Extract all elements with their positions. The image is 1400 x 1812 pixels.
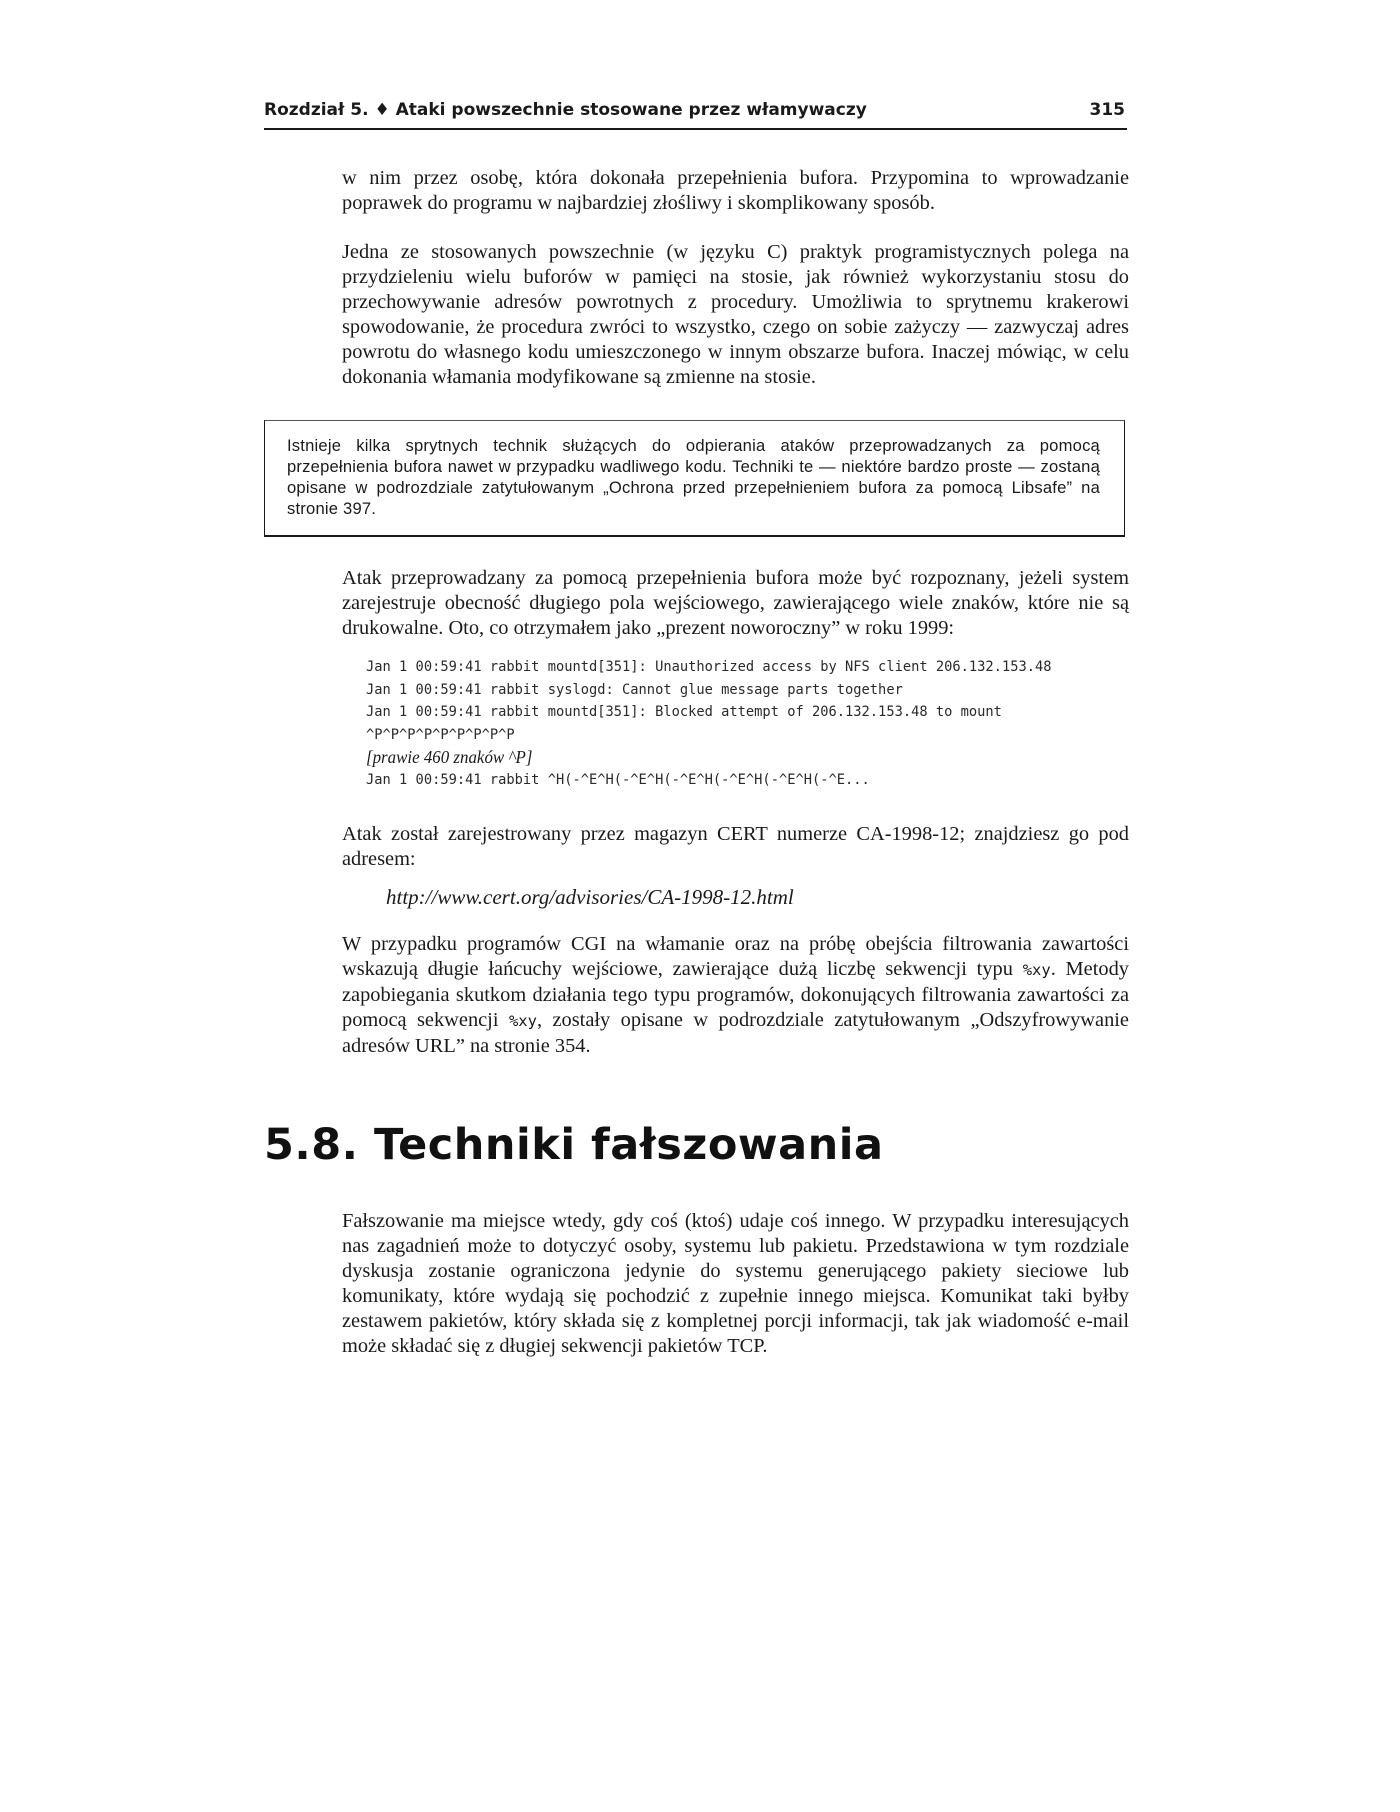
log-comment: [prawie 460 znaków ^P] <box>366 747 533 767</box>
paragraph-cert: Atak został zarejestrowany przez magazyn CERT numerze CA-1998-12; znajdziesz go pod adresem: <box>342 823 1129 870</box>
log-line: Jan 1 00:59:41 rabbit mountd[351]: Unauthorized access by NFS client 206.132.153.48 <box>366 658 1052 675</box>
paragraph-buffer-patch: w nim przez osobę, która dokonała przepełnienia bufora. Przypomina to wprowadzanie poprawek do programu w najbardziej złośliwy i skomplikowany sposób. <box>342 167 1129 214</box>
inline-code: %xy <box>508 1012 537 1030</box>
paragraph-stack-practice: Jedna ze stosowanych powszechnie (w języku C) praktyk programistycznych polega na przydzieleniu wielu buforów w pamięci na stosie, jak również wykorzystaniu stosu do przechowywanie adresów powrotnych z procedury. Umożliwia to sprytnemu krakerowi spowodowanie, że procedura zwróci to wszystko, czego on sobie zażyczy — zazwyczaj adres powrotu do własnego kodu umieszczonego w innym obszarze bufora. Inaczej mówiąc, w celu dokonania włamania modyfikowane są zmienne na stosie. <box>342 241 1129 388</box>
log-line: Jan 1 00:59:41 rabbit ^H(-^E^H(-^E^H(-^E^H(-^E^H(-^E^H(-^E... <box>366 770 870 788</box>
paragraph-cgi <box>342 932 1129 1059</box>
section-title: 5.8. Techniki fałszowania <box>264 1120 884 1170</box>
note-box <box>264 420 1125 537</box>
log-listing <box>366 656 1052 791</box>
log-line: ^P^P^P^P^P^P^P^P^P <box>366 725 515 743</box>
chapter-title: Rozdział 5. ♦ Ataki powszechnie stosowane przez włamywaczy <box>264 100 867 120</box>
paragraph-attack-detection: Atak przeprowadzany za pomocą przepełnienia bufora może być rozpoznany, jeżeli system zarejestruje obecność długiego pola wejściowego, zawierającego wiele znaków, które nie są drukowalne. Oto, co otrzymałem jako „prezent noworoczny” w roku 1999: <box>342 567 1129 639</box>
inline-code: %xy <box>1022 961 1051 979</box>
cgi-text-1: W przypadku programów CGI na włamanie oraz na próbę obejścia filtrowania zawartości wskazują długie łańcuchy wejściowe, zawierające dużą liczbę sekwencji typu <box>342 933 1129 980</box>
paragraph-spoofing: Fałszowanie ma miejsce wtedy, gdy coś (ktoś) udaje coś innego. W przypadku interesujących nas zagadnień może to dotyczyć osoby, systemu lub pakietu. Przedstawiona w tym rozdziale dyskusja zostanie ograniczona jedynie do systemu generującego pakiety sieciowe lub komunikaty, które wydają się pochodzić z zupełnie innego miejsca. Komunikat taki byłby zestawem pakietów, który składa się z kompletnej porcji informacji, tak jak wiadomość e-mail może składać się z długiej sekwencji pakietów TCP. <box>342 1210 1129 1357</box>
cgi-text-2: . Metody zapobiegania skutkom działania tego typu programów, dokonujących filtrowania zawartości za pomocą sekwencji <box>342 958 1129 1031</box>
log-line: Jan 1 00:59:41 rabbit mountd[351]: Blocked attempt of 206.132.153.48 to mount <box>366 703 1002 720</box>
cert-url: http://www.cert.org/advisories/CA-1998-12.html <box>386 885 794 909</box>
log-line: Jan 1 00:59:41 rabbit syslogd: Cannot glue message parts together <box>366 680 903 698</box>
running-header <box>264 98 1127 130</box>
cgi-text-3: , zostały opisane w podrozdziale zatytułowanym „Odszyfrowywanie adresów URL” na stronie 354. <box>342 1009 1129 1057</box>
note-text: Istnieje kilka sprytnych technik służących do odpierania ataków przeprowadzanych za pomocą przepełnienia bufora nawet w przypadku wadliwego kodu. Techniki te — niektóre bardzo proste — zostaną opisane w podrozdziale zatytułowanym „Ochrona przed przepełnieniem bufora za pomocą Libsafe” na stronie 397. <box>287 436 1100 518</box>
page-number: 315 <box>1089 100 1125 120</box>
